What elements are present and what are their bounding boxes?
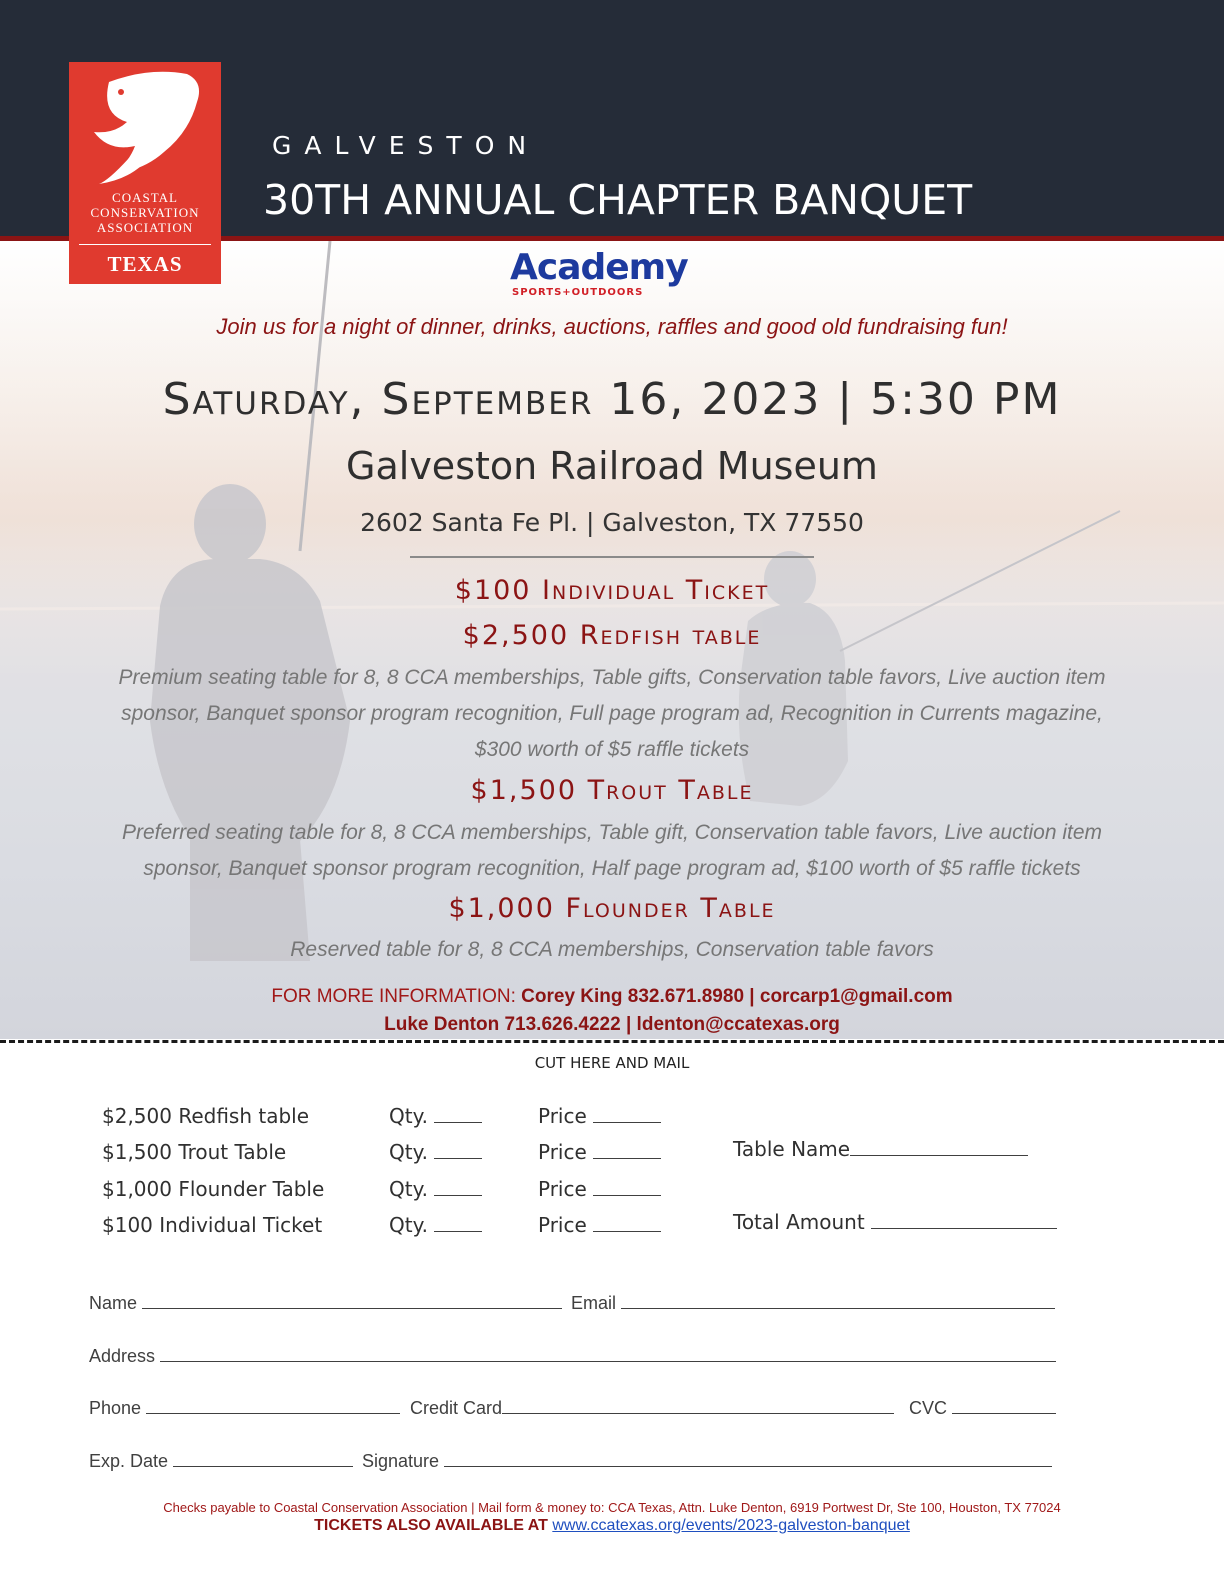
footer-tickets bbox=[0, 1517, 1224, 1535]
trout-desc-1: Preferred seating table for 8, 8 CCA memberships, Table gift, Conservation table favors, Live auction item bbox=[121, 821, 1103, 844]
signature-blank[interactable] bbox=[444, 1450, 1052, 1467]
footer-tickets-label: TICKETS ALSO AVAILABLE AT bbox=[314, 1517, 548, 1534]
table-name-field[interactable] bbox=[733, 1137, 1028, 1161]
address-label: Address bbox=[89, 1346, 156, 1366]
order-item-label: $100 Individual Ticket bbox=[102, 1213, 323, 1237]
logo-state: TEXAS bbox=[107, 252, 183, 276]
qty-field[interactable] bbox=[389, 1104, 482, 1128]
cut-label: CUT HERE AND MAIL bbox=[534, 1054, 690, 1072]
order-item-label: $2,500 Redfish table bbox=[102, 1104, 310, 1128]
price-blank[interactable] bbox=[593, 1179, 661, 1196]
logo-line-2: CONSERVATION bbox=[90, 205, 200, 220]
email-field[interactable] bbox=[571, 1292, 1055, 1314]
contact-line-2: Luke Denton 713.626.4222 | ldenton@ccatexas.org bbox=[384, 1014, 840, 1035]
price-field[interactable] bbox=[538, 1177, 661, 1201]
qty-label: Qty. bbox=[389, 1177, 428, 1201]
order-item-label: $1,500 Trout Table bbox=[102, 1140, 287, 1164]
academy-logo: Academy bbox=[510, 247, 688, 288]
order-item-label: $1,000 Flounder Table bbox=[102, 1177, 325, 1201]
academy-tagline: SPORTS+OUTDOORS bbox=[512, 287, 644, 298]
credit-card-label: Credit Card bbox=[410, 1398, 503, 1418]
price-label: Price bbox=[538, 1140, 587, 1164]
exp-date-field[interactable] bbox=[89, 1450, 353, 1472]
cca-logo bbox=[69, 62, 221, 284]
price-field[interactable] bbox=[538, 1140, 661, 1164]
price-label: Price bbox=[538, 1177, 587, 1201]
contact-corey: Corey King 832.671.8980 | corcarp1@gmail.com bbox=[521, 986, 953, 1007]
logo-divider bbox=[79, 244, 211, 245]
qty-label: Qty. bbox=[389, 1213, 428, 1237]
phone-field[interactable] bbox=[89, 1397, 400, 1419]
redfish-desc-3: $300 worth of $5 raffle tickets bbox=[474, 738, 750, 761]
page-title: 30TH ANNUAL CHAPTER BANQUET bbox=[263, 176, 973, 224]
redfish-desc-2: sponsor, Banquet sponsor program recognition, Full page program ad, Recognition in Currents magazine, bbox=[121, 702, 1103, 725]
trout-desc-2: sponsor, Banquet sponsor program recognition, Half page program ad, $100 worth of $5 raffle tickets bbox=[143, 857, 1081, 880]
email-label: Email bbox=[571, 1293, 617, 1313]
signature-field[interactable] bbox=[362, 1450, 1052, 1472]
price-field[interactable] bbox=[538, 1213, 661, 1237]
name-label: Name bbox=[89, 1293, 138, 1313]
event-date-time: Saturday, September 16, 2023 | 5:30 PM bbox=[162, 374, 1062, 425]
contact-line-1 bbox=[0, 986, 1224, 1008]
redfish-icon bbox=[69, 62, 221, 192]
price-blank[interactable] bbox=[593, 1215, 661, 1232]
email-blank[interactable] bbox=[621, 1292, 1055, 1309]
name-blank[interactable] bbox=[142, 1292, 562, 1309]
contact-label: FOR MORE INFORMATION: bbox=[271, 986, 516, 1007]
ticket-redfish: $2,500 Redfish table bbox=[462, 620, 762, 651]
qty-label: Qty. bbox=[389, 1140, 428, 1164]
qty-field[interactable] bbox=[389, 1140, 482, 1164]
address-blank[interactable] bbox=[160, 1345, 1056, 1362]
ticket-individual: $100 Individual Ticket bbox=[454, 575, 770, 606]
venue-divider bbox=[410, 556, 814, 558]
exp-date-blank[interactable] bbox=[173, 1450, 353, 1467]
ticket-trout: $1,500 Trout Table bbox=[470, 775, 754, 806]
total-amount-blank[interactable] bbox=[871, 1212, 1057, 1229]
qty-blank[interactable] bbox=[434, 1215, 482, 1232]
credit-card-blank[interactable] bbox=[502, 1397, 894, 1414]
price-blank[interactable] bbox=[593, 1106, 661, 1123]
signature-label: Signature bbox=[362, 1451, 440, 1471]
logo-line-3: ASSOCIATION bbox=[96, 220, 194, 235]
table-name-blank[interactable] bbox=[850, 1139, 1028, 1156]
phone-label: Phone bbox=[89, 1398, 142, 1418]
footer-checks: Checks payable to Coastal Conservation Association | Mail form & money to: CCA Texas, Attn. Luke Denton, 6919 Portwest Dr, Ste 100, Houston, TX 77024 bbox=[163, 1500, 1061, 1515]
event-venue: Galveston Railroad Museum bbox=[346, 444, 878, 488]
price-label: Price bbox=[538, 1213, 587, 1237]
event-address: 2602 Santa Fe Pl. | Galveston, TX 77550 bbox=[360, 508, 864, 537]
qty-blank[interactable] bbox=[434, 1142, 482, 1159]
logo-line-1: COASTAL bbox=[112, 190, 178, 205]
address-field[interactable] bbox=[89, 1345, 1056, 1367]
price-blank[interactable] bbox=[593, 1142, 661, 1159]
exp-date-label: Exp. Date bbox=[89, 1451, 169, 1471]
event-tagline: Join us for a night of dinner, drinks, auctions, raffles and good old fundraising fun! bbox=[216, 314, 1008, 339]
qty-blank[interactable] bbox=[434, 1179, 482, 1196]
qty-label: Qty. bbox=[389, 1104, 428, 1128]
qty-field[interactable] bbox=[389, 1213, 482, 1237]
qty-blank[interactable] bbox=[434, 1106, 482, 1123]
price-label: Price bbox=[538, 1104, 587, 1128]
credit-card-field[interactable] bbox=[410, 1397, 894, 1419]
ticket-flounder: $1,000 Flounder Table bbox=[448, 893, 776, 924]
header-city: GALVESTON bbox=[272, 131, 540, 160]
table-name-label: Table Name bbox=[733, 1137, 851, 1161]
phone-blank[interactable] bbox=[146, 1397, 400, 1414]
total-amount-label: Total Amount bbox=[733, 1210, 865, 1234]
flounder-desc: Reserved table for 8, 8 CCA memberships, Conservation table favors bbox=[290, 938, 934, 961]
cut-line bbox=[0, 1040, 1224, 1043]
price-field[interactable] bbox=[538, 1104, 661, 1128]
qty-field[interactable] bbox=[389, 1177, 482, 1201]
footer-url-link[interactable]: www.ccatexas.org/events/2023-galveston-banquet bbox=[552, 1517, 910, 1534]
redfish-desc-1: Premium seating table for 8, 8 CCA memberships, Table gifts, Conservation table favors, Live auction item bbox=[118, 666, 1106, 689]
cvc-field[interactable] bbox=[909, 1397, 1056, 1419]
cvc-label: CVC bbox=[909, 1398, 948, 1418]
cvc-blank[interactable] bbox=[952, 1397, 1056, 1414]
total-amount-field[interactable] bbox=[733, 1210, 1057, 1234]
name-field[interactable] bbox=[89, 1292, 562, 1314]
